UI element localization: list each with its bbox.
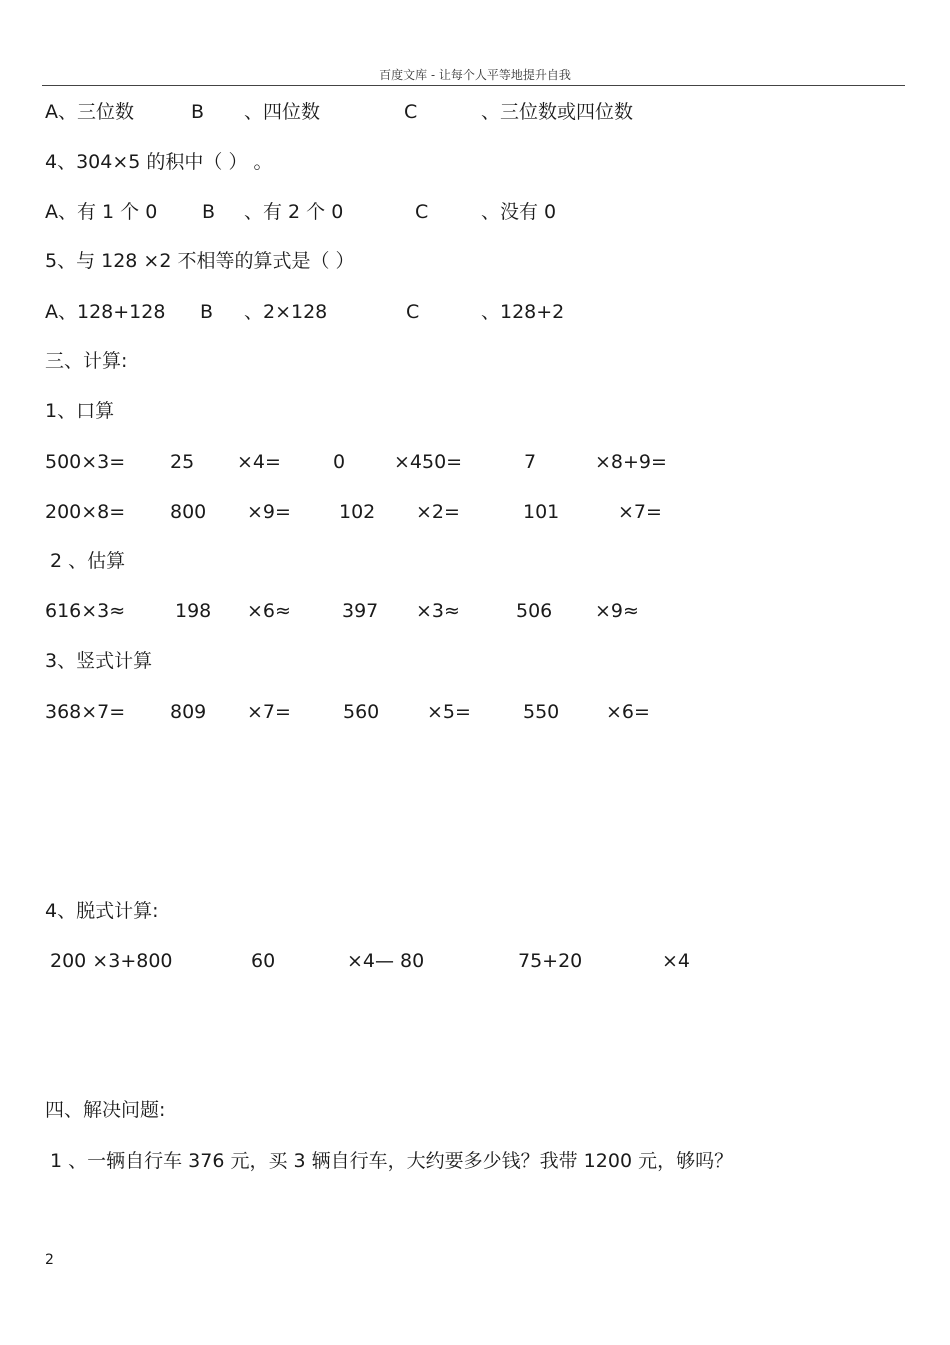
text-segment: ×4= <box>237 451 281 473</box>
text-segment: 809 <box>170 701 207 723</box>
text-segment: ×9= <box>247 501 291 523</box>
text-segment: B <box>191 101 205 123</box>
line-sub-3 <box>0 648 950 674</box>
text-segment: ×6= <box>606 701 650 723</box>
text-segment: ×6≈ <box>247 600 291 622</box>
line-problem-1 <box>0 1148 950 1174</box>
text-segment: 75+20 <box>518 950 583 972</box>
text-segment: 、没有 0 <box>481 201 557 223</box>
line-sub-1 <box>0 398 950 424</box>
line-estimate-row <box>0 598 950 624</box>
text-segment: ×450= <box>394 451 463 473</box>
line-oral-row-2 <box>0 499 950 525</box>
page-number: 2 <box>45 1252 54 1268</box>
text-segment: C <box>415 201 429 223</box>
text-segment: ×8+9= <box>595 451 667 473</box>
text-segment: 102 <box>339 501 376 523</box>
text-segment: ×9≈ <box>595 600 639 622</box>
text-segment: ×2= <box>416 501 460 523</box>
text-segment: A、三位数 <box>45 101 134 123</box>
text-segment: 四、解决问题: <box>45 1099 166 1121</box>
text-segment: 560 <box>343 701 380 723</box>
line-q4-options <box>0 199 950 225</box>
text-segment: 、2×128 <box>244 301 328 323</box>
text-segment: 1 、一辆自行车 376 元，买 3 辆自行车，大约要多少钱？我带 1200 元，够吗？ <box>50 1150 734 1172</box>
text-segment: 800 <box>170 501 207 523</box>
line-q3-options <box>0 99 950 125</box>
text-segment: 101 <box>523 501 560 523</box>
line-vertical-row <box>0 699 950 725</box>
line-section-3 <box>0 348 950 374</box>
text-segment: 4、脱式计算: <box>45 900 159 922</box>
text-segment: ×5= <box>427 701 471 723</box>
text-segment: 506 <box>516 600 553 622</box>
text-segment: 2 、估算 <box>50 550 126 572</box>
text-segment: 616×3≈ <box>45 600 126 622</box>
text-segment: 1、口算 <box>45 400 115 422</box>
text-segment: 3、竖式计算 <box>45 650 153 672</box>
line-stepwise-row <box>0 948 950 974</box>
text-segment: ×7= <box>247 701 291 723</box>
text-segment: 200×8= <box>45 501 126 523</box>
line-sub-2 <box>0 548 950 574</box>
text-segment: 25 <box>170 451 195 473</box>
text-segment: 500×3= <box>45 451 126 473</box>
text-segment: 198 <box>175 600 212 622</box>
text-segment: B <box>202 201 216 223</box>
line-q4 <box>0 149 950 175</box>
text-segment: 、三位数或四位数 <box>481 101 634 123</box>
text-segment: 三、计算: <box>45 350 128 372</box>
header-rule <box>42 85 905 86</box>
text-segment: 、四位数 <box>244 101 321 123</box>
text-segment: 、有 2 个 0 <box>244 201 344 223</box>
text-segment: 60 <box>251 950 276 972</box>
text-segment: C <box>406 301 420 323</box>
text-segment: 7 <box>524 451 537 473</box>
text-segment: 368×7= <box>45 701 126 723</box>
text-segment: 、128+2 <box>481 301 565 323</box>
line-q5-options <box>0 299 950 325</box>
line-section-4 <box>0 1097 950 1123</box>
text-segment: 397 <box>342 600 379 622</box>
text-segment: 5、与 128 ×2 不相等的算式是（ ） <box>45 250 355 272</box>
text-segment: A、128+128 <box>45 301 166 323</box>
text-segment: 550 <box>523 701 560 723</box>
text-segment: 0 <box>333 451 346 473</box>
text-segment: ×3≈ <box>416 600 460 622</box>
line-sub-4 <box>0 898 950 924</box>
line-oral-row-1 <box>0 449 950 475</box>
text-segment: B <box>200 301 214 323</box>
line-q5 <box>0 248 950 274</box>
text-segment: ×7= <box>618 501 662 523</box>
text-segment: A、有 1 个 0 <box>45 201 158 223</box>
text-segment: 200 ×3+800 <box>50 950 173 972</box>
text-segment: ×4 <box>662 950 691 972</box>
text-segment: ×4— 80 <box>347 950 425 972</box>
text-segment: 4、304×5 的积中（ ） 。 <box>45 151 273 173</box>
page-header: 百度文库 - 让每个人平等地提升自我 <box>379 68 571 82</box>
text-segment: C <box>404 101 418 123</box>
